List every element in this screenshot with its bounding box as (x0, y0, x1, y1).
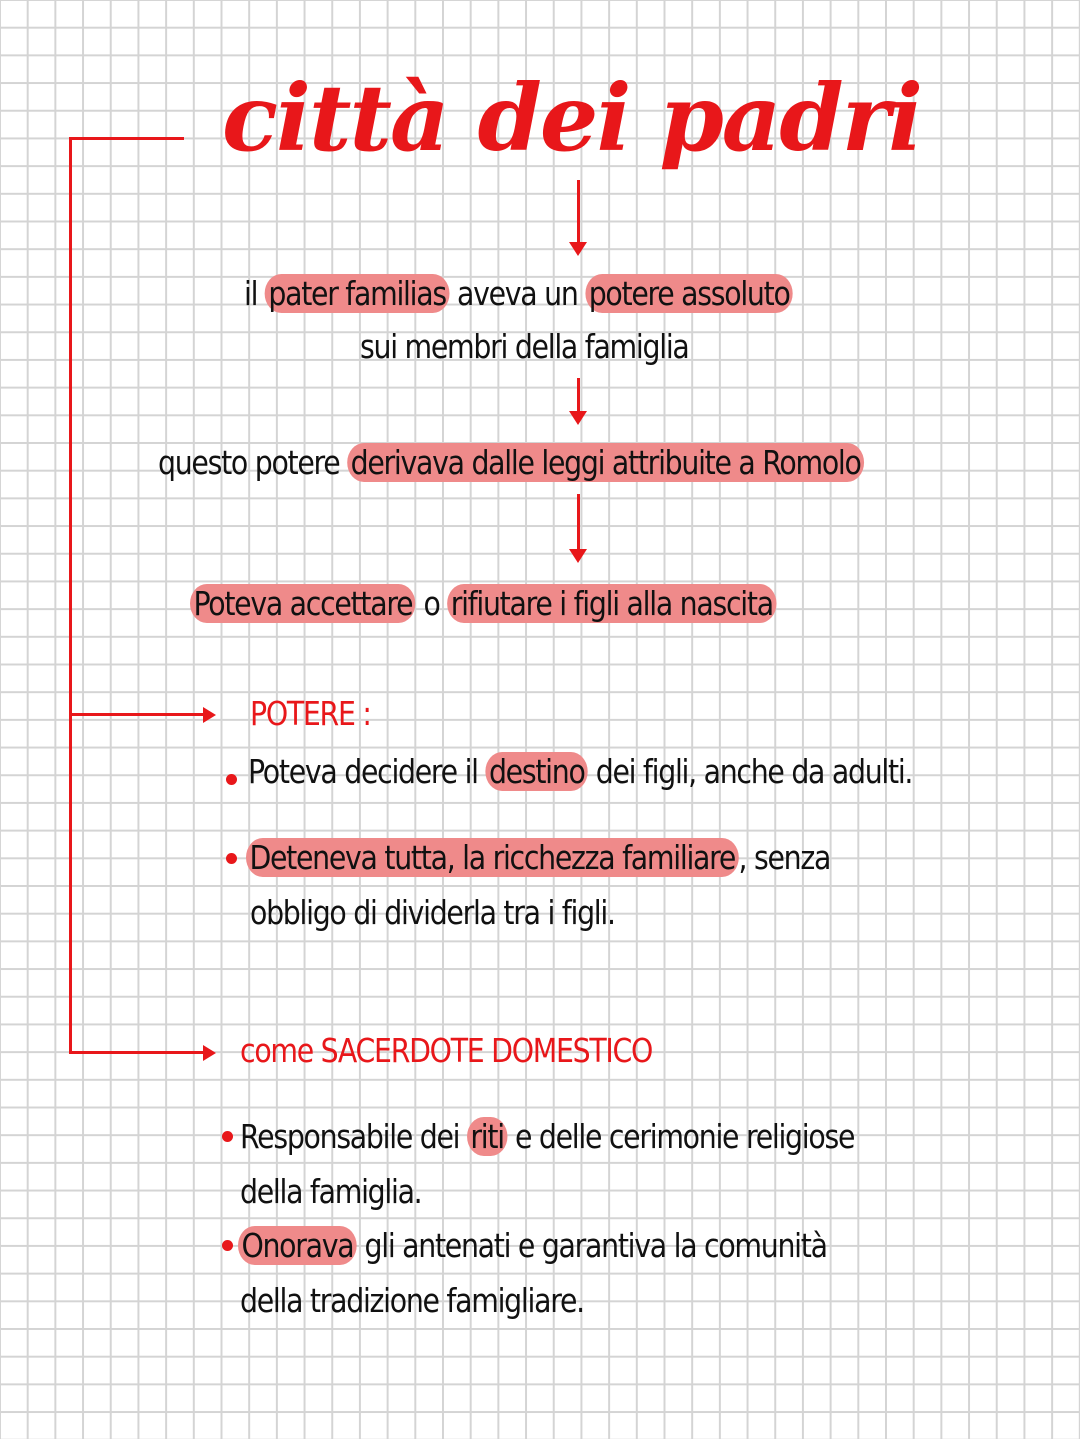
text: Responsabile dei (240, 1117, 467, 1156)
arrow-down-icon (569, 242, 587, 256)
bullet-icon (226, 853, 237, 864)
potere-bullet-2-cont: obbligo di dividerla tra i figli. (250, 893, 615, 932)
text: dei figli, anche da adulti. (587, 752, 913, 791)
flow-line-3 (158, 443, 864, 483)
arrow-right-icon (203, 1045, 216, 1061)
arrow-down-shaft (577, 180, 580, 242)
text: il (244, 274, 265, 313)
highlight-ricchezza: Deteneva tutta, la ricchezza familiare (246, 838, 739, 877)
potere-bullet-1 (248, 752, 912, 792)
text: e delle cerimonie religiose (507, 1117, 855, 1156)
bracket-vertical-line (69, 137, 72, 1053)
branch-sacerdote-line (69, 1051, 205, 1054)
potere-bullet-2 (246, 838, 830, 878)
highlight-potere-assoluto: potere assoluto (585, 274, 793, 313)
section-heading-sacerdote: come SACERDOTE DOMESTICO (240, 1031, 653, 1070)
bracket-top-line (69, 137, 184, 140)
highlight-onorava: Onorava (238, 1226, 357, 1265)
highlight-rifiutare: rifiutare i figli alla nascita (447, 584, 776, 623)
arrow-down-shaft (577, 494, 580, 550)
sacerdote-bullet-2-cont: della tradizione famigliare. (240, 1281, 584, 1320)
text: Poteva decidere il (248, 752, 486, 791)
sacerdote-bullet-1 (240, 1117, 854, 1157)
sacerdote-bullet-2 (238, 1226, 827, 1266)
arrow-down-icon (569, 549, 587, 563)
text: o (415, 584, 448, 623)
flow-line-4 (190, 584, 776, 624)
highlight-riti: riti (467, 1117, 507, 1156)
highlight-destino: destino (486, 752, 588, 791)
bullet-icon (222, 1240, 233, 1251)
arrow-right-icon (203, 707, 216, 723)
flow-line-2: sui membri della famiglia (360, 327, 689, 366)
section-heading-potere: POTERE : (250, 694, 371, 733)
highlight-pater-familias: pater familias (265, 274, 449, 313)
highlight-accettare: Poteva accettare (190, 584, 416, 623)
flow-line-1 (244, 274, 793, 314)
sacerdote-bullet-1-cont: della famiglia. (240, 1172, 422, 1211)
page-title: città dei padri (222, 64, 922, 172)
highlight-leggi-romolo: derivava dalle leggi attribuite a Romolo (347, 443, 864, 482)
bullet-icon (222, 1131, 233, 1142)
branch-potere-line (69, 713, 205, 716)
text: aveva un (449, 274, 586, 313)
arrow-down-icon (569, 411, 587, 425)
arrow-down-shaft (577, 378, 580, 412)
text: , senza (738, 838, 831, 877)
text: gli antenati e garantiva la comunità (356, 1226, 827, 1265)
text: questo potere (158, 443, 348, 482)
bullet-icon (226, 774, 237, 785)
